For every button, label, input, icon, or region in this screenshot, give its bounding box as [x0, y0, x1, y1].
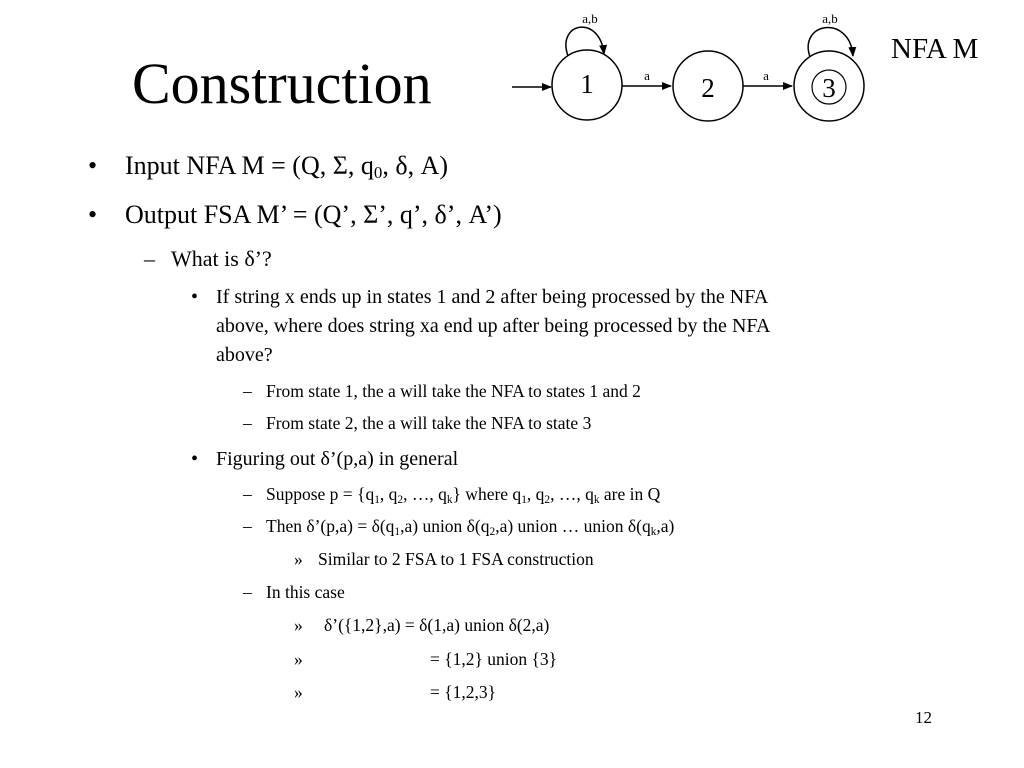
answer-state-1: From state 1, the a will take the NFA to states 1 and 2	[266, 381, 641, 401]
dash-marker: –	[243, 381, 252, 401]
bullet-input-nfa	[125, 150, 448, 182]
in-this-case: In this case	[266, 582, 345, 602]
nfa-label: NFA M	[891, 33, 979, 65]
subscript: 0	[373, 163, 383, 183]
subscript: k	[650, 525, 657, 538]
self-loop-3	[808, 28, 853, 57]
sub-bullet-what-is-delta: What is δ’?	[171, 246, 272, 271]
then-delta-line	[266, 514, 674, 538]
text-run: , q	[379, 484, 398, 504]
text-run: , q	[526, 484, 545, 504]
bullet-marker: •	[88, 151, 98, 180]
dash-marker: –	[243, 582, 252, 602]
text-run: , …, q	[550, 484, 594, 504]
raquo-marker: »	[294, 682, 303, 702]
subscript: 2	[397, 493, 404, 506]
nfa-diagram	[500, 0, 880, 130]
similar-construction: Similar to 2 FSA to 1 FSA construction	[318, 549, 594, 569]
page-number: 12	[915, 708, 932, 727]
text-run: ,a) union … union δ(q	[495, 516, 651, 536]
answer-state-2: From state 2, the a will take the NFA to state 3	[266, 413, 592, 433]
text-run: are in Q	[599, 484, 661, 504]
question-line-1: If string x ends up in states 1 and 2 after being processed by the NFA	[216, 286, 769, 308]
subscript: k	[593, 493, 600, 506]
subscript: 2	[544, 493, 551, 506]
subscript: k	[446, 493, 453, 506]
text-run: Then δ’(p,a) = δ(q	[266, 516, 395, 536]
bullet-input-nfa-text: Input NFA M = (Q, Σ, q	[125, 151, 374, 180]
edge-2-3-label: a	[763, 68, 769, 83]
delta-case-line-2: = {1,2} union {3}	[430, 649, 558, 669]
state-1-label: 1	[580, 69, 594, 99]
loop-1-label: a,b	[582, 11, 598, 26]
delta-case-line-1: δ’({1,2},a) = δ(1,a) union δ(2,a)	[324, 615, 550, 635]
state-3-label: 3	[822, 73, 836, 103]
raquo-marker: »	[294, 649, 303, 669]
bullet-output-fsa: Output FSA M’ = (Q’, Σ’, q’, δ’, A’)	[125, 200, 502, 229]
edge-1-2-label: a	[644, 68, 650, 83]
subscript: 1	[521, 493, 527, 506]
bullet-marker: •	[88, 200, 98, 229]
figuring-out-delta: Figuring out δ’(p,a) in general	[216, 448, 459, 470]
question-line-3: above?	[216, 344, 273, 366]
slide-title: Construction	[132, 51, 432, 116]
question-line-2: above, where does string xa end up after being processed by the NFA	[216, 315, 771, 337]
text-run: , …, q	[403, 484, 447, 504]
dash-marker: –	[144, 246, 155, 271]
bullet-marker: •	[191, 448, 199, 470]
dash-marker: –	[243, 484, 252, 504]
dash-marker: –	[243, 413, 252, 433]
text-run: } where q	[452, 484, 522, 504]
dash-marker: –	[243, 516, 252, 536]
bullet-marker: •	[191, 286, 199, 308]
subscript: 1	[374, 493, 380, 506]
bullet-input-nfa-text-end: , δ, A)	[382, 151, 449, 180]
subscript: 1	[394, 525, 401, 538]
text-run: ,a) union δ(q	[400, 516, 490, 536]
state-2-label: 2	[701, 73, 715, 103]
raquo-marker: »	[294, 615, 303, 635]
delta-case-line-3: = {1,2,3}	[430, 682, 497, 702]
raquo-marker: »	[294, 549, 303, 569]
suppose-p-line	[266, 482, 660, 506]
text-run: Suppose p = {q	[266, 484, 375, 504]
subscript: 2	[489, 525, 496, 538]
loop-3-label: a,b	[822, 11, 838, 26]
text-run: ,a)	[656, 516, 675, 536]
